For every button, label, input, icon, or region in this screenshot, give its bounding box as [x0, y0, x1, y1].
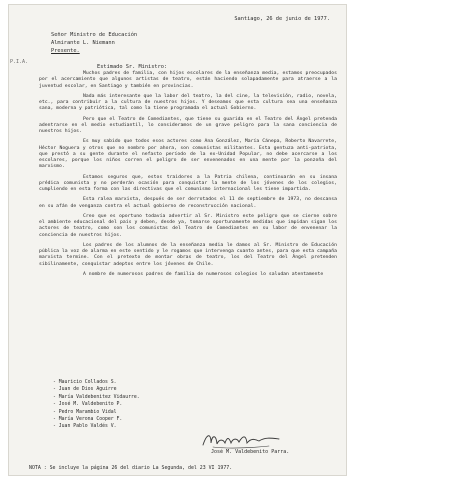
recipient-title: Señor Ministro de Educación — [51, 32, 138, 38]
letter-date: Santiago, 26 de junio de 1977. — [234, 16, 330, 22]
salutation: Estimado Sr. Ministro: — [97, 64, 168, 70]
paragraph-1: Muchos padres de familia, con hijos escolares de la enseñanza media, estamos preocupados por el acercamiento que algunos artistas de teatro, están haciendo solapadamente para atraerse a la juventud escolar, en Santiago y también en provincias. — [39, 71, 337, 89]
paragraph-4: Es muy sabido que todos esos actores como Ana González, María Cánepa, Roberto Navarrete, Héctor Noguera y otros que no nombro por ahora, son comunistas militantes. Esta gentuza anti-patriota, que prestó a su gente durante el nefasto período de la ex-Unidad Popular, no debe acercarse a los escolares, porque los niños corren el peligro de ser envenenados en una mente por la ponzoña del marxismo. — [39, 139, 337, 170]
signature-name: José M. Valdebenito Parra. — [211, 449, 290, 455]
letter-body — [39, 71, 337, 284]
paragraph-2: Nada más interesante que la labor del teatro, la del cine, la televisión, radio, novela, etc., para contribuir a la cultura de nuestros hijos. Y deseamos que esta cultura sea una enseñanza sana, moderna y patriótica, tal como la tiene programada el actual Gobierno. — [39, 93, 337, 112]
margin-mark: P.I.A. — [10, 59, 29, 65]
signer-item: - María Verona Cooper F. — [53, 417, 123, 423]
signer-item: - Juan de Dios Aguirre — [53, 387, 117, 393]
handwritten-signature — [199, 429, 283, 451]
signers-list — [53, 379, 140, 431]
recipient-block — [51, 31, 137, 55]
paragraph-5: Estamos seguros que, estos traidores a la Patria chilena, continuarán en su insana prédica comunista y no perderán ocasión para conquistar la mente de los jóvenes de los colegios, cumpliendo en esta forma con las directivas que el comunismo internacional les tiene impartida. — [39, 174, 337, 192]
footer-note: NOTA : Se incluye la página 26 del diario La Segunda, del 23 VI 1977. — [29, 465, 233, 471]
recipient-presente: Presente. — [51, 48, 80, 54]
signer-item: - María Valdebenitez Vidaurre. — [53, 394, 140, 400]
signer-item: - José M. Valdebenito P. — [53, 402, 123, 408]
recipient-name: Almirante L. Niemann — [51, 40, 115, 46]
paragraph-8: Los padres de los alumnos de la enseñanza media le damos al Sr. Ministro de Educación pública la voz de alarma en este sentido y le rogamos que intervenga cuanto antes, para que esta campaña marxista termine. Con el pretexto de montar obras de teatro, los del Teatro del Ángel pretenden sibilinamente, conquistar adeptos entre los jóvenes de Chile. — [39, 242, 337, 267]
letter-page — [8, 4, 347, 476]
signer-item: - Pedro Marambio Vidal — [53, 409, 117, 415]
closing-text: A nombre de numerosos padres de familia de numerosos colegios lo saludan atentamente — [83, 271, 324, 277]
paragraph-7: Creo que es oportuno todavía advertir al Sr. Ministro este peligro que se cierne sobre el ambiente educacional del país y deben, desde ya, tomarse oportunamente medidas que impidan sigan los actores de teatro, como son los comunistas del Teatro de Comediantes en su labor de envenenar la conciencia de nuestros hijos. — [39, 213, 337, 238]
signer-item: - Mauricio Collados S. — [53, 380, 117, 385]
paragraph-3: Pero que el Teatro de Comediantes, que tiene su guarida en el Teatro del Ángel pretenda adentrarse en el medio estudiantil, lo consideramos de un grave peligro para la sana conciencia de nuestros hijos. — [39, 116, 337, 134]
paragraph-6: Esta ralea marxista, después de ser derrotados el 11 de septiembre de 1973, no descansa en su afán de venganza contra el actual gobierno de reconstrucción nacional. — [39, 197, 337, 209]
signer-item: - Juan Pablo Valdés V. — [53, 424, 117, 430]
